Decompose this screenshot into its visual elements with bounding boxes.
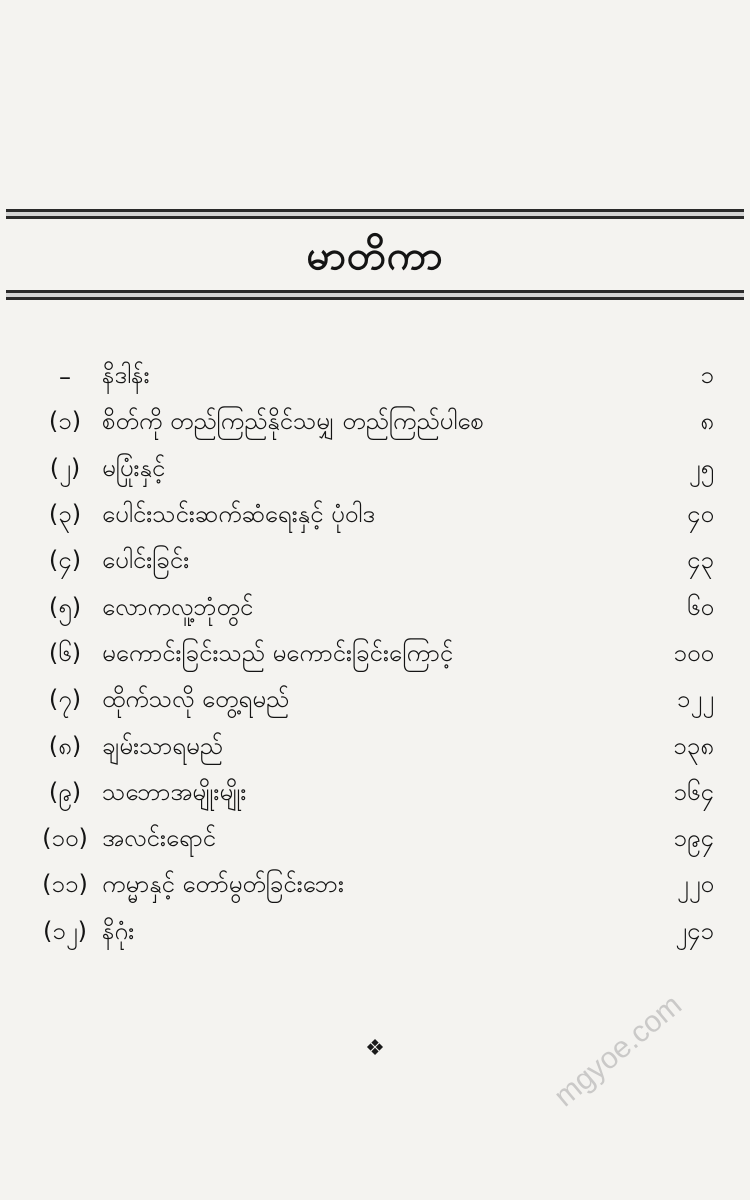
toc-entry-title: နိဂုံး xyxy=(102,916,135,945)
toc-entry-title: ပေါင်းခြင်း xyxy=(102,546,190,575)
toc-entry[interactable] xyxy=(34,493,714,539)
toc-entry-number: (၁၂) xyxy=(42,916,87,945)
toc-entry-page: ၁၆၄ xyxy=(673,777,714,806)
toc-entry-title: ချမ်းသာရမည် xyxy=(102,731,223,760)
toc-entry-number: (၁) xyxy=(48,407,82,436)
toc-entry-title: စိတ်ကို တည်ကြည်နိုင်သမျှ တည်ကြည်ပါစေ xyxy=(102,407,484,436)
toc-entry-page: ၁၂၂ xyxy=(676,685,714,714)
toc-entry-number: (၁၀) xyxy=(42,824,88,853)
toc-entry[interactable] xyxy=(34,585,714,631)
bottom-double-rule xyxy=(6,290,744,300)
table-of-contents xyxy=(34,354,714,956)
diamond-ornament-icon: ❖ xyxy=(365,1036,385,1061)
toc-entry[interactable] xyxy=(34,678,714,724)
toc-entry-page: ၂၄၁ xyxy=(675,916,714,945)
toc-entry-title: နိဒါန်း xyxy=(102,361,150,390)
toc-entry-page: ၈ xyxy=(700,407,714,436)
toc-entry-title: ပေါင်းသင်းဆက်ဆံရေးနှင့် ပုံဝါဒ xyxy=(102,500,375,529)
toc-entry[interactable] xyxy=(34,400,714,446)
toc-entry-page: ၂၂၀ xyxy=(676,870,714,899)
toc-entry-number: (၆) xyxy=(48,638,82,667)
toc-entry[interactable] xyxy=(34,447,714,493)
toc-entry[interactable] xyxy=(34,354,714,400)
toc-entry-page: ၄၀ xyxy=(687,500,714,529)
toc-entry-page: ၁၀၀ xyxy=(673,638,714,667)
toc-entry[interactable] xyxy=(34,632,714,678)
toc-entry-number: (၁၁) xyxy=(42,870,88,899)
toc-entry-title: အလင်းရောင် xyxy=(102,824,216,853)
toc-entry-page: ၁၉၄ xyxy=(673,824,714,853)
watermark: mgyoe.com xyxy=(548,988,688,1114)
toc-entry[interactable] xyxy=(34,771,714,817)
top-double-rule xyxy=(6,209,744,219)
toc-entry[interactable] xyxy=(34,539,714,585)
toc-entry-title: ထိုက်သလို တွေ့ရမည် xyxy=(102,685,290,714)
toc-entry[interactable] xyxy=(34,863,714,909)
toc-entry-page: ၁၃၈ xyxy=(673,731,714,760)
toc-entry-page: ၆၀ xyxy=(687,592,714,621)
toc-entry-title: သဘောအမျိုးမျိုး xyxy=(102,777,247,806)
toc-entry-page: ၁ xyxy=(700,361,714,390)
toc-entry-number: (၄) xyxy=(48,546,82,575)
toc-entry[interactable] xyxy=(34,910,714,956)
toc-entry-number: (၅) xyxy=(48,592,82,621)
toc-entry[interactable] xyxy=(34,817,714,863)
toc-entry-number: (၉) xyxy=(48,777,82,806)
toc-entry-number: (၇) xyxy=(48,685,82,714)
page-title: မာတိကာ xyxy=(306,233,444,279)
toc-entry-number: (၈) xyxy=(48,731,82,760)
toc-entry-title: မပြုံးနှင့် xyxy=(102,453,166,482)
toc-entry-page: ၄၃ xyxy=(687,546,714,575)
toc-entry-title: လောကလူ့ဘုံတွင် xyxy=(102,592,254,621)
toc-entry-title: ကမ္မာနှင့် တော်မွတ်ခြင်းဘေး xyxy=(102,870,344,899)
toc-entry-page: ၂၅ xyxy=(688,453,714,482)
toc-entry-number: (၂) xyxy=(49,453,81,482)
toc-entry-number: (၃) xyxy=(48,500,82,529)
toc-entry-number: – xyxy=(59,363,71,392)
toc-entry-title: မကောင်းခြင်းသည် မကောင်းခြင်းကြောင့် xyxy=(102,638,454,667)
toc-entry[interactable] xyxy=(34,724,714,770)
